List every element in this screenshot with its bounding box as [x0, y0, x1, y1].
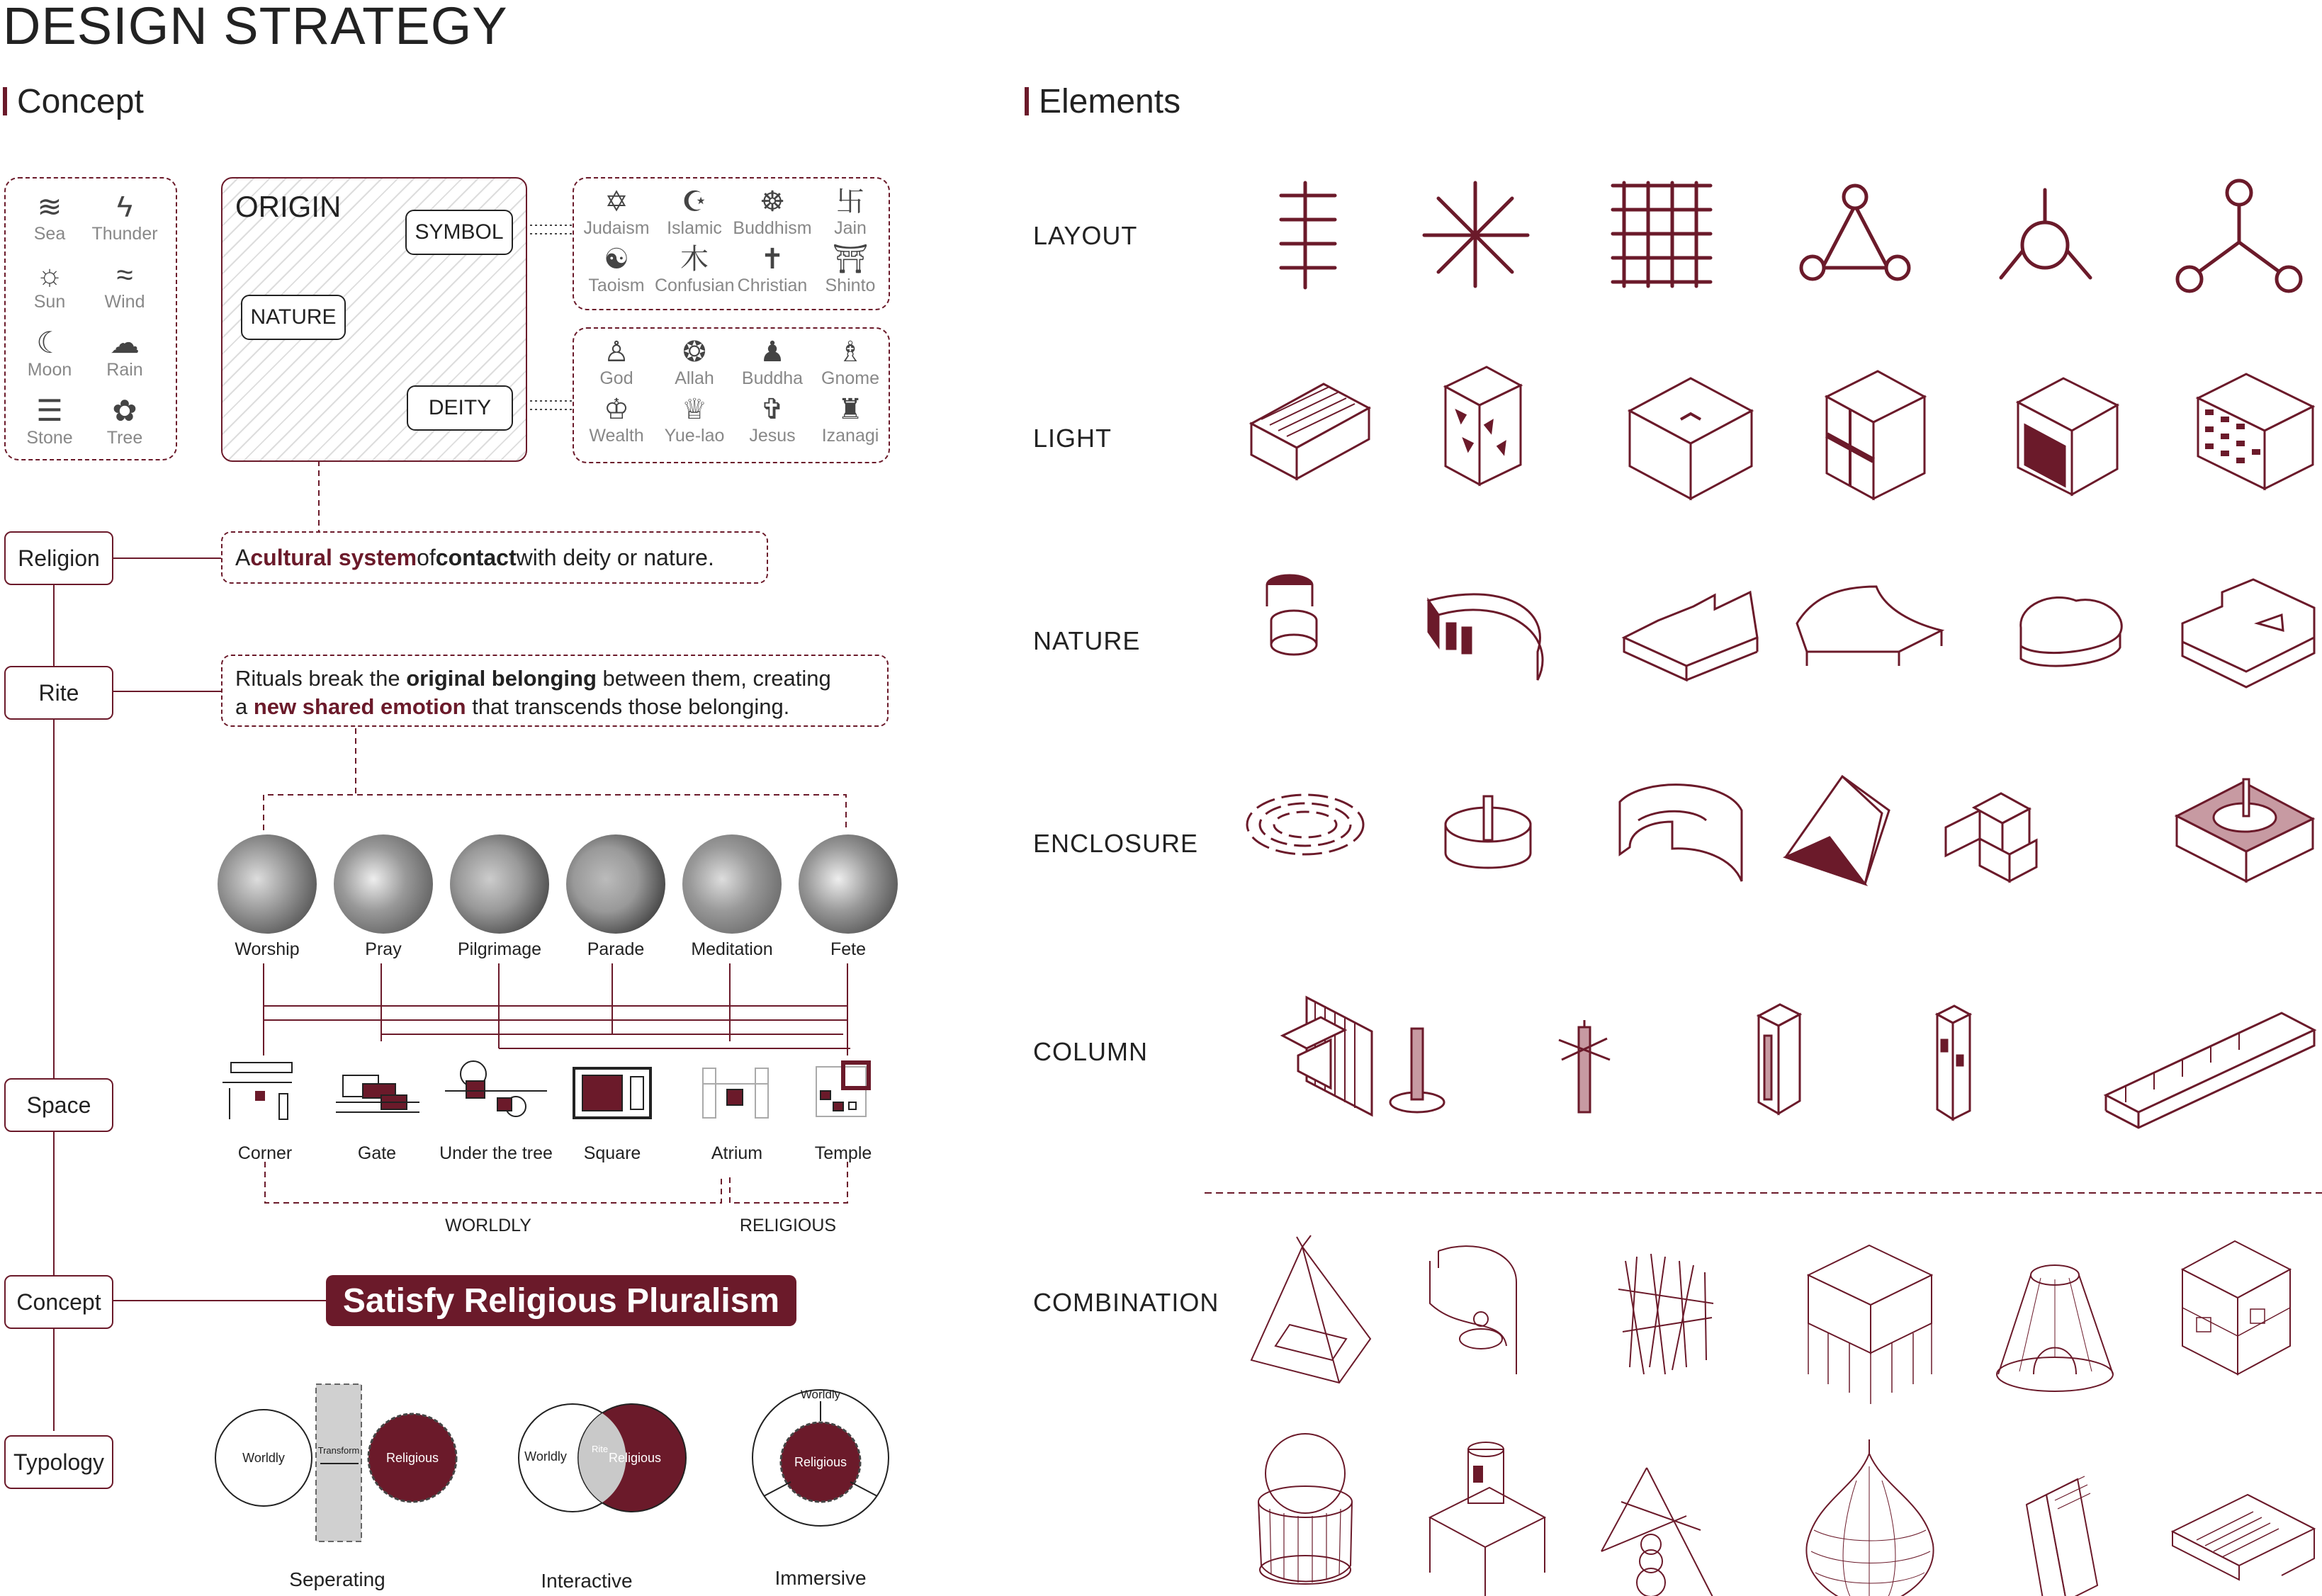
interactive-religious-label: Religious [608, 1451, 662, 1465]
ritual-item [679, 834, 785, 960]
deity-label: Jesus [749, 426, 796, 446]
deity-label: Allah [675, 368, 714, 388]
nature-l-plan [2182, 579, 2314, 687]
ritual-label: Worship [235, 939, 300, 959]
space-label: Atrium [711, 1143, 763, 1163]
deity-icon: ♕ [682, 394, 707, 425]
symbol-icon: ☯ [604, 244, 629, 275]
light-block [1445, 367, 1521, 485]
thunder-icon: ϟ [116, 190, 133, 223]
rite-l1-em: original belonging [406, 666, 597, 691]
interactive-worldly-label: Worldly [524, 1449, 567, 1464]
ritual-item [330, 834, 436, 960]
column-long-frame [2106, 1013, 2314, 1128]
combo-perforated-cube [1808, 1245, 1932, 1404]
ritual-photo [566, 834, 665, 934]
symbol-item [733, 243, 812, 296]
combo-pyramid [1251, 1235, 1370, 1383]
enclosure-box-void [2177, 779, 2313, 881]
rite-l2-em: new shared emotion [253, 694, 466, 719]
row-label-nature: NATURE [1033, 626, 1141, 655]
space-label: Under the tree [439, 1143, 553, 1163]
symbol-item [577, 243, 656, 296]
symbol-label: Christian [737, 276, 808, 295]
deity-icon: ♟ [760, 336, 785, 368]
nature-icons-grid [16, 190, 166, 452]
space-label: Square [583, 1143, 641, 1163]
symbols-grid [577, 186, 889, 296]
space-label: Temple [814, 1143, 872, 1163]
symbol-label: Shinto [825, 276, 876, 295]
seperating-transform-label: Transform [317, 1445, 360, 1456]
nature-icon-item [16, 326, 84, 384]
deity-label: Buddha [741, 368, 804, 388]
space-row [214, 1055, 908, 1169]
elements-graphics [1205, 142, 2322, 1596]
seperating-worldly-label: Worldly [242, 1451, 285, 1465]
deity-item [577, 336, 656, 389]
combo-spiral [1430, 1246, 1516, 1374]
ritual-photo [334, 834, 433, 934]
concept-heading-label: Concept [17, 83, 144, 120]
combo-sphere-cage [1258, 1434, 1352, 1584]
level-religion: Religion [4, 531, 113, 585]
religion-def-em2: contact [435, 544, 517, 570]
light-brick [2198, 374, 2313, 489]
symbol-label: Judaism [583, 218, 650, 238]
nature-curved-wall [1428, 594, 1543, 680]
religion-def-pre: A [235, 544, 251, 570]
symbol-item [811, 186, 890, 239]
ritual-photo [450, 834, 549, 934]
nature-icon-label: Tree [106, 428, 143, 448]
combo-dome-cone [1997, 1265, 2113, 1391]
symbol-item [655, 186, 734, 239]
symbol-icon: ✝ [760, 244, 784, 275]
deity-icon: ✞ [760, 394, 784, 425]
nature-icon-label: Wind [104, 292, 145, 312]
enclosure-tent [1786, 776, 1889, 884]
light-slats [1251, 384, 1369, 479]
symbol-item [733, 186, 812, 239]
wave-icon: ≋ [37, 190, 62, 223]
light-box [1630, 378, 1752, 499]
rite-l2-post: that transcends those belonging. [466, 694, 790, 719]
deity-item [655, 336, 734, 389]
rite-l1-pre: Rituals break the [235, 666, 407, 691]
symbol-label: Jain [834, 218, 867, 238]
symbol-node: SYMBOL [405, 210, 513, 255]
ritual-photo [682, 834, 782, 934]
nature-icon-item [91, 394, 159, 452]
nature-icon-label: Thunder [91, 224, 158, 244]
enclosure-walls [1946, 793, 2036, 881]
symbol-label: Taoism [588, 276, 645, 295]
stone-icon: ☰ [36, 394, 63, 427]
enclosure-curved-wall [1620, 785, 1742, 881]
tree-icon: ✿ [112, 394, 137, 427]
row-label-column: COLUMN [1033, 1037, 1149, 1066]
symbol-label: Confusian [655, 276, 735, 295]
level-typology: Typology [4, 1435, 113, 1489]
deity-label: Yue-lao [664, 426, 725, 446]
deity-icon: ♙ [604, 336, 629, 368]
symbol-label: Buddhism [733, 218, 812, 238]
combo-tent-stones [1601, 1468, 1715, 1596]
row-label-combination: COMBINATION [1033, 1288, 1219, 1317]
religion-def-post: with deity or nature. [516, 544, 714, 570]
caption-interactive: Interactive [541, 1570, 633, 1592]
nature-t-plan [1624, 592, 1757, 680]
nature-icon-label: Stone [26, 428, 73, 448]
space-label: Gate [357, 1143, 397, 1163]
religion-def-em1: cultural system [250, 544, 417, 570]
ritual-label: Pilgrimage [457, 939, 542, 959]
column-single-pillar [1390, 1029, 1444, 1112]
immersive-worldly-label: Worldly [800, 1388, 841, 1401]
symbol-icon: 木 [680, 244, 709, 275]
ritual-label: Pray [365, 939, 402, 959]
symbol-item [655, 243, 734, 296]
elements-heading-label: Elements [1039, 83, 1181, 120]
deity-label: God [599, 368, 633, 388]
deity-item [733, 393, 812, 446]
wind-icon: ≈ [116, 258, 133, 291]
nature-node: NATURE [241, 295, 346, 340]
deity-item [811, 336, 890, 389]
layout-hub [2001, 190, 2090, 278]
deity-icon: ❂ [682, 336, 706, 368]
symbol-item [811, 243, 890, 296]
ritual-label: Parade [587, 939, 645, 959]
ritual-label: Meditation [691, 939, 773, 959]
interactive-rite-label: Rite [592, 1444, 609, 1454]
symbol-icon: ☸ [760, 186, 785, 217]
column-branch [1559, 1020, 1610, 1112]
nature-icon-item [91, 190, 159, 248]
deity-icon: ♜ [838, 394, 863, 425]
symbol-icon: ☪ [682, 186, 707, 217]
immersive-religious-label: Religious [794, 1455, 847, 1469]
column-wall-frame [1283, 997, 1372, 1115]
space-label: Corner [237, 1143, 293, 1163]
ritual-item [446, 834, 553, 960]
light-cross [1827, 371, 1924, 499]
column-tower [1937, 1006, 1970, 1119]
group-religious: RELIGIOUS [739, 1216, 837, 1235]
nature-icon-item [91, 258, 159, 316]
ritual-photo [799, 834, 898, 934]
nature-icon-item [16, 394, 84, 452]
space-diagrams [214, 1055, 908, 1133]
layout-comb [1281, 183, 1335, 288]
rite-def-line1 [235, 664, 874, 693]
nature-lobes [2021, 597, 2121, 666]
seperating-religious-label: Religious [385, 1451, 439, 1465]
nature-icon-label: Moon [27, 360, 72, 380]
combo-a-frame [2027, 1476, 2097, 1596]
symbol-icon: 卐 [836, 186, 864, 217]
sun-icon: ☼ [35, 258, 64, 291]
layout-grid [1613, 183, 1710, 286]
symbol-icon: ✡ [604, 186, 629, 217]
deity-item [655, 393, 734, 446]
nature-icon-label: Sea [33, 224, 66, 244]
rite-l2-pre: a [235, 694, 254, 719]
heading-marker [1025, 87, 1029, 115]
combo-slab-stairs [2172, 1495, 2314, 1580]
deity-label: Wealth [589, 426, 644, 446]
rite-def-line2 [235, 693, 874, 721]
ritual-row [214, 834, 908, 962]
layout-radial [1424, 183, 1528, 286]
ritual-photo [218, 834, 317, 934]
caption-immersive: Immersive [774, 1567, 867, 1589]
group-worldly: WORLDLY [445, 1216, 531, 1235]
rain-icon: ☁ [110, 326, 140, 359]
column-slab-pillar [1759, 1004, 1800, 1114]
deity-icon: ♗ [838, 336, 863, 368]
row-label-enclosure: ENCLOSURE [1033, 829, 1199, 858]
rite-l1-post: between them, creating [596, 666, 831, 691]
deity-item [733, 336, 812, 389]
combo-table-cylinder [1430, 1442, 1545, 1596]
deity-item [577, 393, 656, 446]
ritual-item [214, 834, 320, 960]
deity-label: Gnome [821, 368, 879, 388]
deities-grid [577, 336, 889, 446]
layout-tri-hub [2177, 181, 2301, 291]
religion-definition [221, 531, 768, 584]
row-label-light: LIGHT [1033, 424, 1112, 453]
typology-diagrams [213, 1377, 907, 1596]
caption-seperating: Seperating [289, 1568, 385, 1590]
layout-triangle [1801, 186, 1909, 279]
religion-def-mid: of [417, 544, 436, 570]
level-rite: Rite [4, 666, 113, 720]
nature-icon-item [91, 326, 159, 384]
nature-icon-item [16, 190, 84, 248]
symbol-icon: ⛩ [832, 244, 869, 275]
origin-title: ORIGIN [235, 190, 342, 223]
ritual-label: Fete [830, 939, 867, 959]
enclosure-rings [1247, 795, 1363, 854]
elements-heading [1025, 82, 1180, 121]
ritual-item [563, 834, 669, 960]
combo-stick-cluster [1618, 1254, 1713, 1374]
concept-banner: Satisfy Religious Pluralism [326, 1275, 796, 1326]
combo-frame-box [2182, 1241, 2290, 1374]
deity-item [811, 393, 890, 446]
nature-icon-label: Sun [33, 292, 66, 312]
symbol-item [577, 186, 656, 239]
nature-icon-item [16, 258, 84, 316]
page-title: DESIGN STRATEGY [3, 0, 508, 55]
light-portal [2018, 378, 2117, 494]
rite-definition [221, 655, 889, 727]
nature-curved-slab [1797, 587, 1941, 666]
row-label-layout: LAYOUT [1033, 221, 1138, 250]
combo-onion-dome [1806, 1439, 1933, 1596]
deity-label: Izanagi [821, 426, 879, 446]
nature-icon-label: Rain [106, 360, 143, 380]
moon-icon: ☾ [36, 326, 63, 359]
level-space: Space [4, 1078, 113, 1132]
deity-node: DEITY [407, 385, 513, 431]
symbol-label: Islamic [667, 218, 722, 238]
deity-icon: ♔ [604, 394, 629, 425]
ritual-item [795, 834, 901, 960]
level-concept: Concept [4, 1275, 113, 1329]
nature-stacked-discs [1267, 575, 1317, 655]
enclosure-cylinder-pole [1445, 796, 1531, 868]
